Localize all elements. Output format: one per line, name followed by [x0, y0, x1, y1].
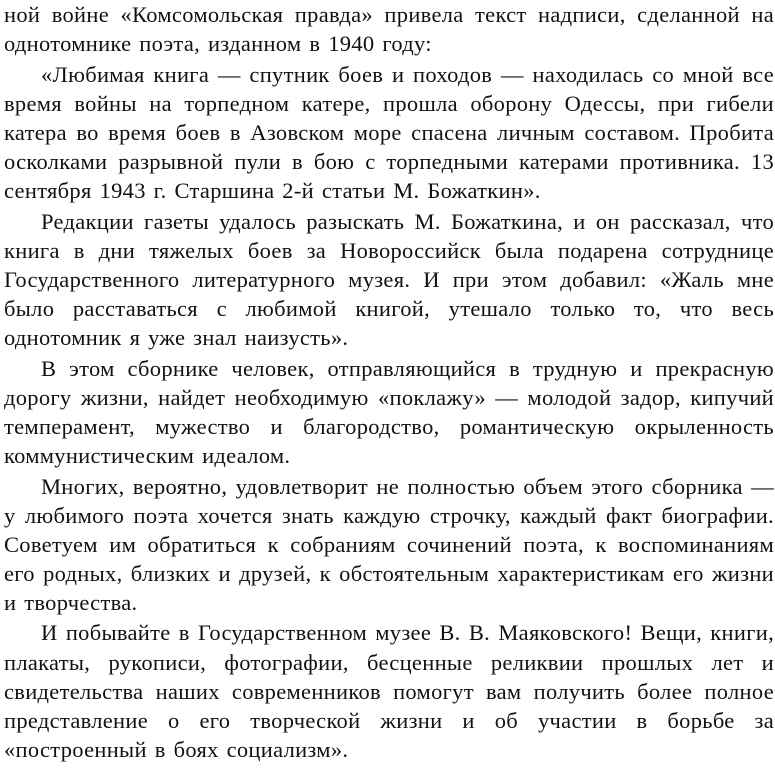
paragraph-collection-contents: В этом сборнике человек, отправляющийся в трудную и прекрасную дорогу жизни, найдет необходимую «поклажу» — молодой задор, кипучий темперамент, мужество и благородство, романтическую окрыленность коммунистическим идеалом.: [4, 355, 774, 468]
paragraph-continuation: ной войне «Комсомольская правда» привела текст надписи, сделанной на однотомнике поэта, изданном в 1940 году:: [4, 2, 774, 57]
paragraph-book-inscription-quote: «Любимая книга — спутник боев и походов — находилась со мной все время войны на торпедном катере, прошла оборону Одессы, при гибели катера во время боев в Азовском море спасена личным составом. Пробита осколками разрывной пули в бою с торпедными катерами противника. 13 сентября 1943 г. Старшина 2-й статьи М. Божаткин».: [4, 61, 774, 204]
paragraph-museum-invitation: И побывайте в Государственном музее В. В. Маяковского! Вещи, книги, плакаты, рукописи, фотографии, бесценные реликвии прошлых лет и свидетельства наших современников помогут вам получить более полное представление о его творческой жизни и об участии в борьбе за «построенный в боях социализм».: [4, 620, 774, 762]
document-page: [4, 0, 774, 764]
paragraph-reading-advice: Многих, вероятно, удовлетворит не полностью объем этого сборника — у любимого поэта хочется знать каждую строчку, каждый факт биографии. Советуем им обратиться к собраниям сочинений поэта, к воспоминаниям его родных, близких и друзей, к обстоятельным характеристикам его жизни и творчества.: [4, 473, 774, 615]
paragraph-bozhatkin-story: Редакции газеты удалось разыскать М. Божаткина, и он рассказал, что книга в дни тяжелых боев за Новороссийск была подарена сотруднице Государственного литературного музея. И при этом добавил: «Жаль мне было расставаться с любимой книгой, утешало только то, что весь однотомник я уже знал наизусть».: [4, 208, 774, 351]
